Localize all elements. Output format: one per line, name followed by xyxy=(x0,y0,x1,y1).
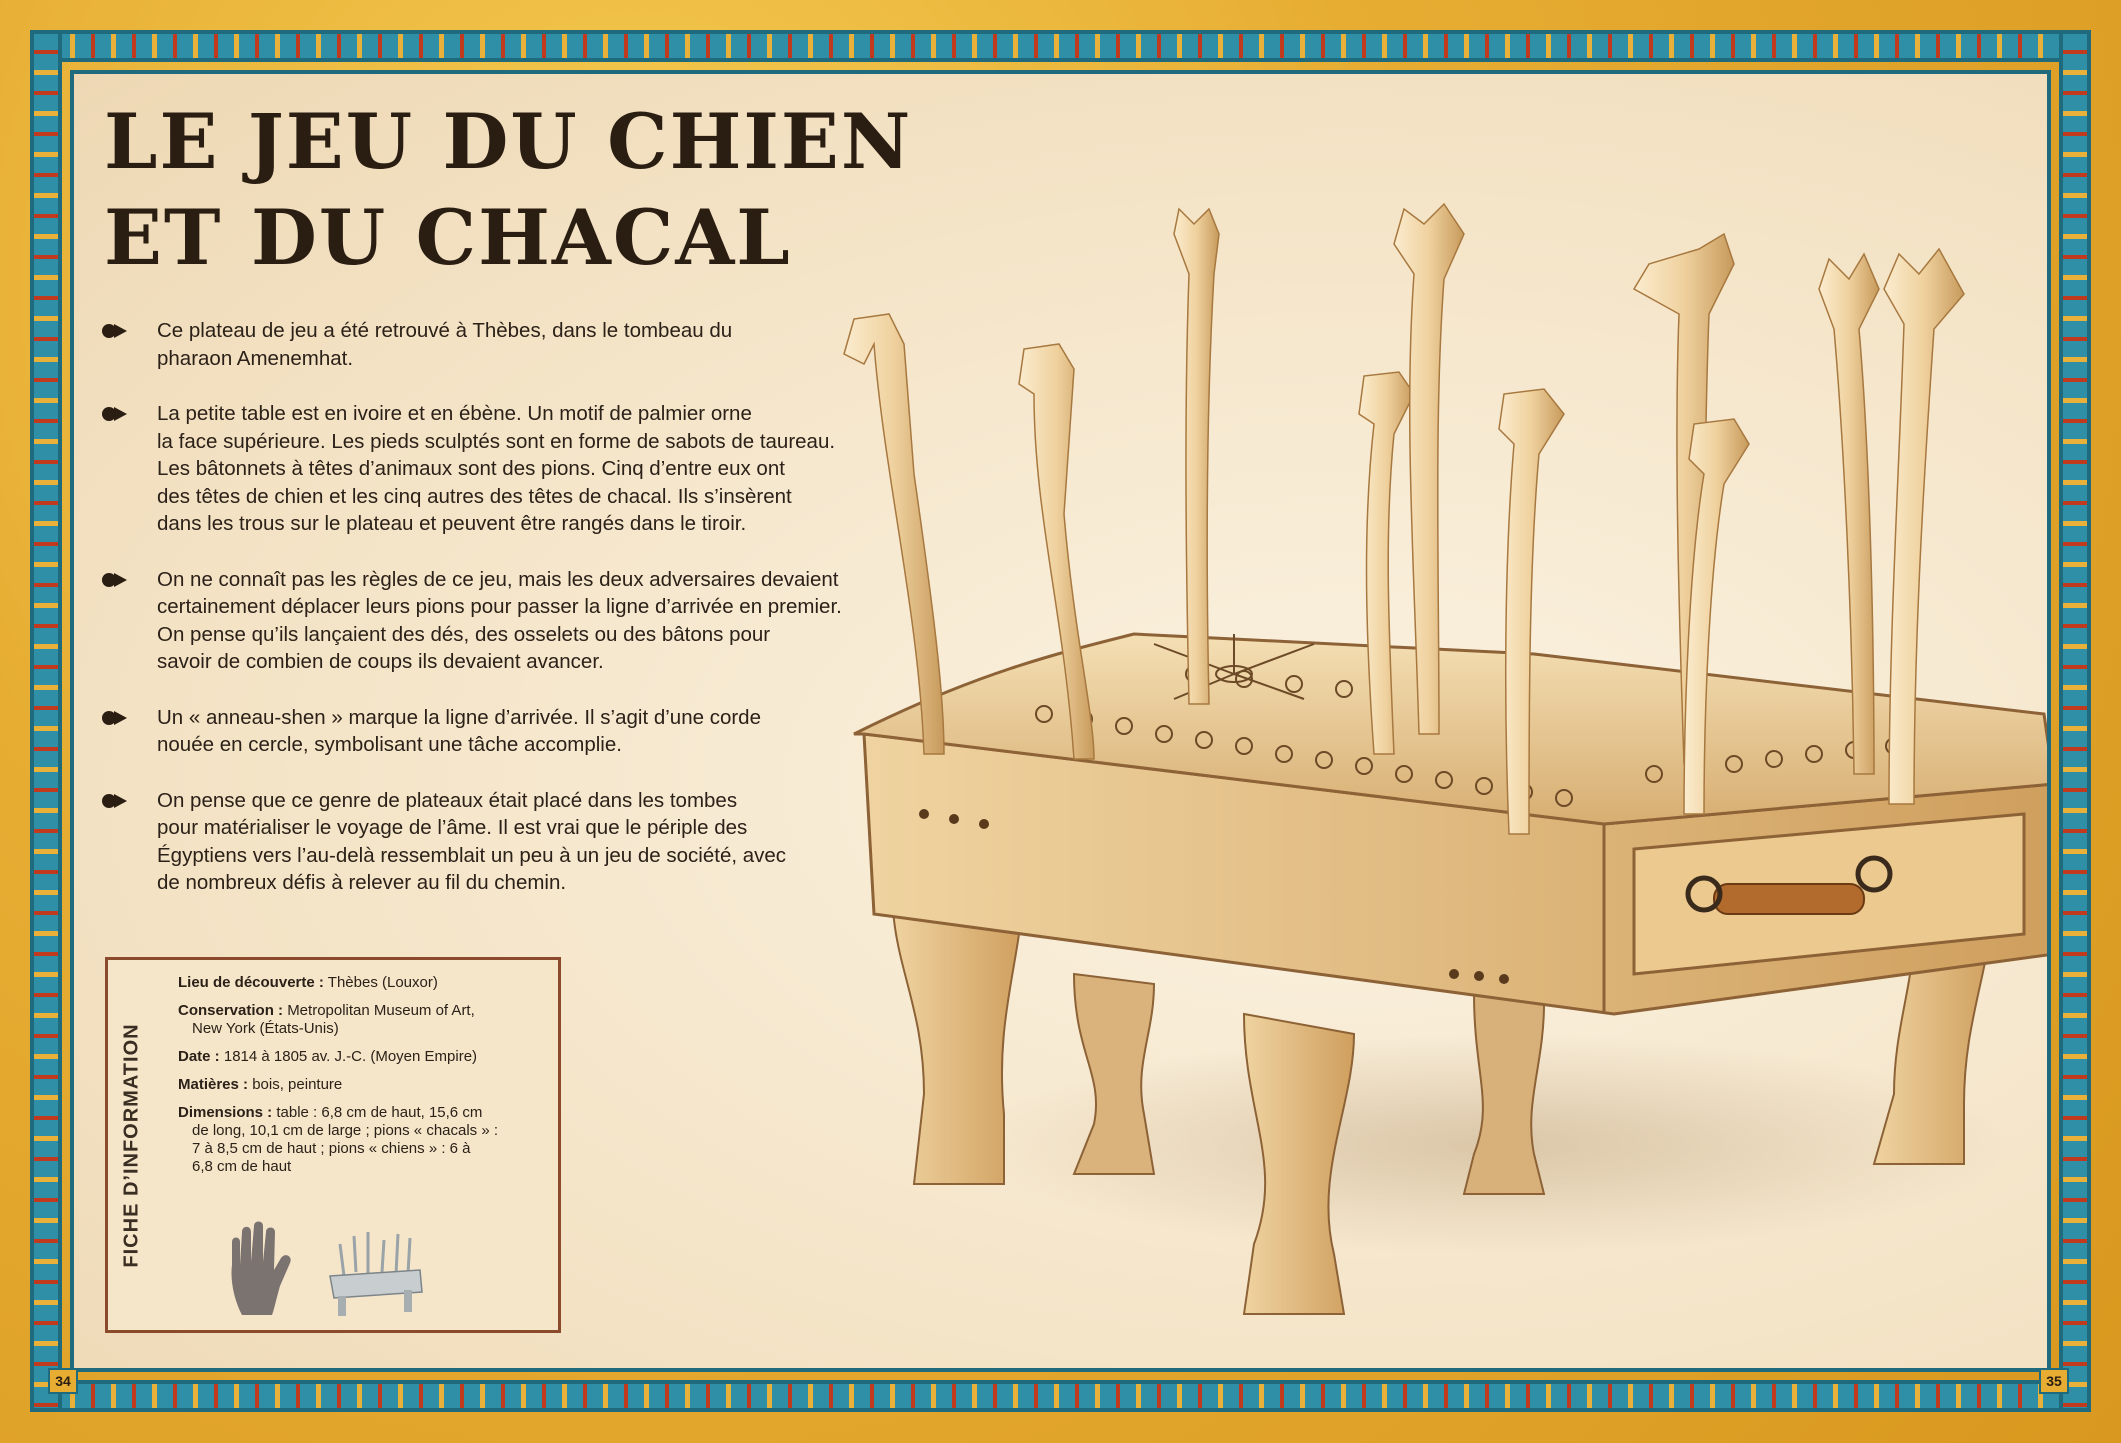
paragraph-1 xyxy=(99,317,859,372)
border-band-left xyxy=(30,30,62,1412)
p4-line-2: nouée en cercle, symbolisant une tâche accomplie. xyxy=(157,733,622,756)
fact-conservation: Conservation : Metropolitan Museum of Art, New York (États-Unis) xyxy=(178,1002,475,1037)
object-thumbnail-icon xyxy=(324,1226,428,1322)
p1-line-1: Ce plateau de jeu a été retrouvé à Thèbes, dans le tombeau du xyxy=(157,319,733,342)
title-line-2: ET DU CHACAL xyxy=(104,193,792,282)
fact-sheet-box xyxy=(105,957,561,1333)
p2-line-4: des têtes de chien et les cinq autres des têtes de chacal. Ils s’insèrent xyxy=(157,484,792,508)
paragraph-4 xyxy=(99,704,859,759)
fact-sheet-heading-text: FICHE D’INFORMATION xyxy=(120,1022,143,1268)
bullet-ornament-icon xyxy=(99,319,129,343)
game-board-illustration xyxy=(774,114,2051,1372)
fact-list xyxy=(178,974,548,1186)
p5-line-2: pour matérialiser le voyage de l’âme. Il est vrai que le périple des xyxy=(157,816,748,839)
p4-line-1: Un « anneau-shen » marque la ligne d’arrivée. Il s’agit d’une corde xyxy=(157,705,761,729)
paragraph-2 xyxy=(99,400,859,538)
p3-line-4: savoir de combien de coups ils devaient avancer. xyxy=(157,650,604,673)
p1-line-2: pharaon Amenemhat. xyxy=(157,346,354,370)
parchment-panel xyxy=(70,70,2051,1372)
p2-line-5: dans les trous sur le plateau et peuvent être rangés dans le tiroir. xyxy=(157,512,747,535)
p5-line-3: Égyptiens vers l’au-delà ressemblait un peu à un jeu de société, avec xyxy=(157,843,787,867)
title-line-1: LE JEU DU CHIEN xyxy=(104,97,913,186)
fact-dimensions: Dimensions : table : 6,8 cm de haut, 15,6 cm de long, 10,1 cm de large ; pions « chacals » : 7 à 8,5 cm de haut ; pions « chiens » : 6 à 6,8 cm de haut xyxy=(178,1104,499,1175)
bullet-ornament-icon xyxy=(99,706,129,730)
fact-sheet-heading xyxy=(114,970,150,1320)
hand-scale-icon xyxy=(224,1220,294,1320)
bullet-ornament-icon xyxy=(99,568,129,592)
p2-line-2: la face supérieure. Les pieds sculptés sont en forme de sabots de taureau. xyxy=(157,429,836,453)
fact-date: Date : 1814 à 1805 av. J.-C. (Moyen Empire) xyxy=(178,1048,478,1065)
border-band-bottom xyxy=(30,1380,2091,1412)
paragraph-3 xyxy=(99,566,859,676)
p3-line-3: On pense qu’ils lançaient des dés, des osselets ou des bâtons pour xyxy=(157,622,771,646)
paragraph-list xyxy=(99,317,859,925)
paragraph-5 xyxy=(99,787,859,897)
p5-line-1: On pense que ce genre de plateaux était placé dans les tombes xyxy=(157,788,738,812)
p2-line-1: La petite table est en ivoire et en ébène. Un motif de palmier orne xyxy=(157,402,752,425)
fact-matieres: Matières : bois, peinture xyxy=(178,1076,343,1093)
p3-line-2: certainement déplacer leurs pions pour passer la ligne d’arrivée en premier. xyxy=(157,595,842,618)
page-number-right: 35 xyxy=(2039,1368,2069,1394)
fact-lieu: Lieu de découverte : Thèbes (Louxor) xyxy=(178,974,438,991)
border-band-top xyxy=(30,30,2091,62)
border-band-right xyxy=(2059,30,2091,1412)
bullet-ornament-icon xyxy=(99,789,129,813)
p3-line-1: On ne connaît pas les règles de ce jeu, mais les deux adversaires devaient xyxy=(157,567,839,591)
p5-line-4: de nombreux défis à relever au fil du chemin. xyxy=(157,871,567,894)
page-number-left: 34 xyxy=(48,1368,78,1394)
bullet-ornament-icon xyxy=(99,402,129,426)
p2-line-3: Les bâtonnets à têtes d’animaux sont des pions. Cinq d’entre eux ont xyxy=(157,457,785,480)
